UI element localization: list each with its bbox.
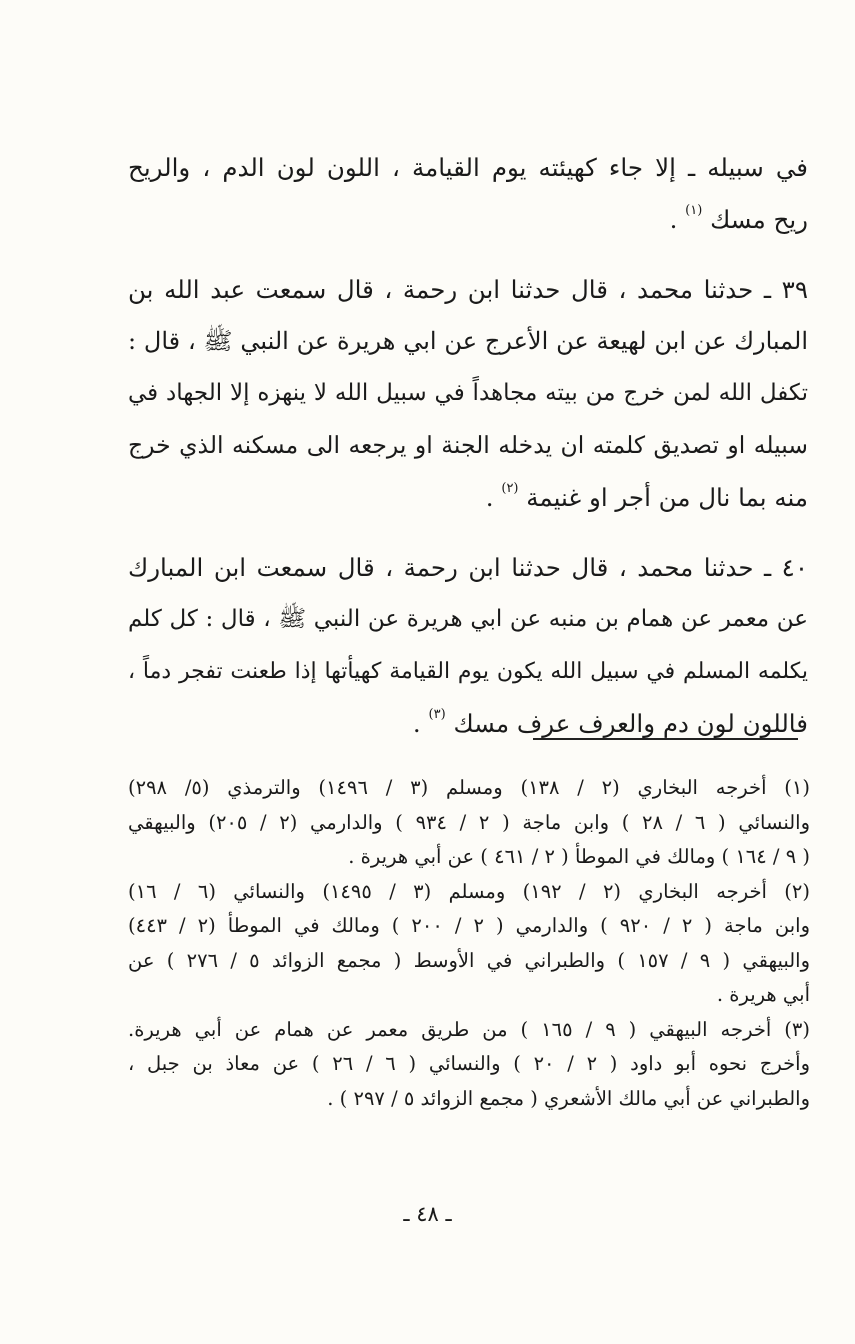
text-line: عن معمر عن همام بن منبه عن ابي هريرة عن النبي ﷺ ، قال : كل كلم bbox=[128, 606, 808, 632]
line-end: . bbox=[669, 205, 678, 234]
main-text bbox=[128, 150, 808, 758]
footnote-line: وابن ماجة ( ٢ / ٩٢٠ ) والدارمي ( ٢ / ٢٠٠ ) ومالك في الموطأ (٢ / ٤٤٣) bbox=[128, 914, 811, 937]
text-line: يكلمه المسلم في سبيل الله يكون يوم القيامة كهيأتها إذا طعنت تفجر دماً ، bbox=[128, 659, 808, 684]
footnote-line: ( ٩ / ١٦٤ ) ومالك في الموطأ ( ٢ / ٤٦١ ) عن أبي هريرة . bbox=[348, 845, 810, 868]
footnote-line: (٢) أخرجه البخاري (٢ / ١٩٢) ومسلم (٣ / ١٤٩٥) والنسائي (٦ / ١٦) bbox=[128, 879, 810, 903]
footnote-ref: (٢) bbox=[501, 481, 519, 496]
text-line bbox=[128, 706, 808, 741]
line-text: منه بما نال من أجر او غنيمة bbox=[526, 483, 808, 512]
text-line bbox=[128, 480, 808, 515]
text-line: سبيله او تصديق كلمته ان يدخله الجنة او يرجعه الى مسكنه الذي خرج bbox=[128, 431, 808, 459]
footnote-line: وأخرج نحوه أبو داود ( ٢ / ٢٠ ) والنسائي ( ٦ / ٢٦ ) عن معاذ بن جبل ، bbox=[128, 1052, 811, 1075]
line-text: فاللون لون دم والعرف عرف مسك bbox=[453, 709, 808, 738]
text-line: ٤٠ ـ حدثنا محمد ، قال حدثنا ابن رحمة ، قال سمعت ابن المبارك bbox=[128, 553, 808, 582]
line-text: ريح مسك bbox=[710, 205, 808, 234]
footnote-ref: (١) bbox=[685, 203, 703, 218]
footnote-line: (١) أخرجه البخاري (٢ / ١٣٨) ومسلم (٣ / ١٤٩٦) والترمذي (٥/ ٢٩٨) bbox=[128, 776, 810, 799]
text-line bbox=[128, 202, 808, 237]
page-number: ـ ٤٨ ـ bbox=[403, 1202, 452, 1226]
text-line: في سبيله ـ إلا جاء كهيئته يوم القيامة ، اللون لون الدم ، والريح bbox=[128, 153, 808, 182]
footnotes bbox=[128, 773, 810, 1118]
footnote-divider bbox=[533, 738, 798, 740]
line-end: . bbox=[485, 483, 494, 512]
line-end: . bbox=[412, 709, 421, 738]
text-line: المبارك عن ابن لهيعة عن الأعرج عن ابي هريرة عن النبي ﷺ ، قال : bbox=[128, 327, 808, 355]
footnote-ref: (٣) bbox=[428, 707, 446, 722]
footnote-line: والنسائي ( ٦ / ٢٨ ) وابن ماجة ( ٢ / ٩٣٤ ) والدارمي (٢ / ٢٠٥) والبيهقي bbox=[128, 810, 810, 834]
text-line: ٣٩ ـ حدثنا محمد ، قال حدثنا ابن رحمة ، قال سمعت عبد الله بن bbox=[128, 275, 808, 304]
footnote-line: والطبراني عن أبي مالك الأشعري ( مجمع الزوائد ٥ / ٢٩٧ ) . bbox=[327, 1086, 810, 1110]
footnote-line: أبي هريرة . bbox=[716, 983, 810, 1006]
footnote-line: والبيهقي ( ٩ / ١٥٧ ) والطبراني في الأوسط ( مجمع الزوائد ٥ / ٢٧٦ ) عن bbox=[128, 948, 811, 972]
text-line: تكفل الله لمن خرج من بيته مجاهداً في سبيل الله لا ينهزه إلا الجهاد في bbox=[128, 380, 808, 406]
footnote-line: (٣) أخرجه البيهقي ( ٩ / ١٦٥ ) من طريق معمر عن همام عن أبي هريرة. bbox=[128, 1017, 811, 1041]
